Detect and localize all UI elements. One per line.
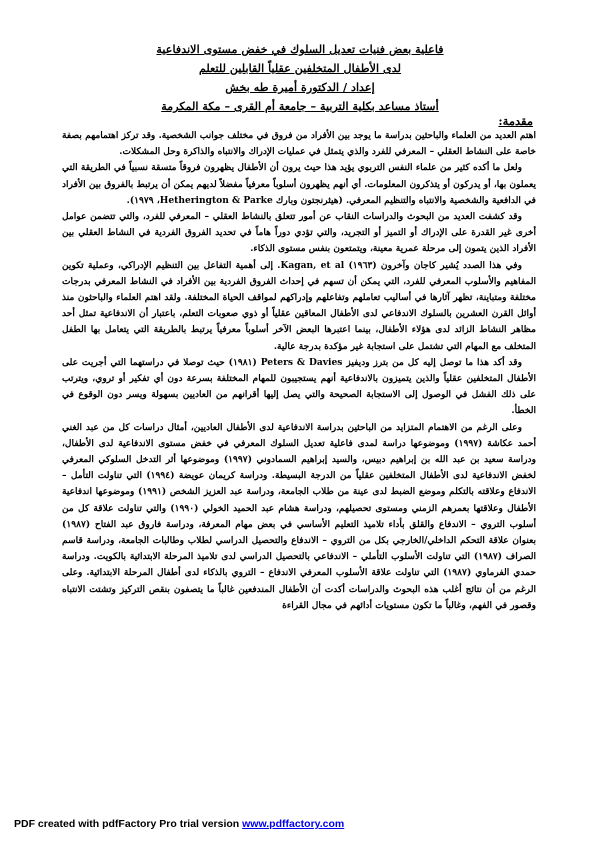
paragraph: وعلى الرغم من الاهتمام المتزايد من الباحثين بدراسة الاندفاعية لدى الأطفال العاديين، أمثال دراسات كل من عبد الغني أحمد عكاشة (١٩٩٧) وموضوعها دراسة لمدى فاعلية تعديل السلوك المعرفي في خفض مستوى الاندفاعية لدى الأطفال، ودراسة سعيد بن عبد الله بن إبراهيم دبيس، والسيد إبراهيم السمادوني (١٩٩٧) وموضوعها أثر التدخل السلوكي المعرفي لخفض الاندفاعية لدى الأطفال المتخلفين عقلياً من الدرجة البسيطة. ودراسة كريمان عويضة (١٩٩٤) التي تناولت التأمل – الاندفاع وعلاقته بالتكلم وموضع الضبط لدى عينة من طلاب الجامعة، ودراسة عبد العزيز الشخص (١٩٩١) وموضوعها اندفاعية الأطفال وعلاقتها بعمرهم الزمني ومستوى تحصيلهم، ودراسة هشام عبد الحميد الخولي (١٩٩٠) والتي تناولت علاقة كل من أسلوب التروي – الاندفاع والقلق بأداء تلاميذ التعليم الأساسي في بعض مهام المعرفة، ودراسة فاروق عبد الفتاح (١٩٨٧) بعنوان علاقة التحكم الداخلي/الخارجي بكل من التروي – الاندفاع والتحصيل الدراسي لطلاب وطالبات الجامعة، ودراسة قاسم الصراف (١٩٨٧) التي تناولت الأسلوب التأملي – الاندفاعي بالتحصيل الدراسي لدى تلاميذ المرحلة الابتدائية بالكويت. ودراسة حمدي الفرماوي (١٩٨٧) التي تناولت علاقة الأسلوب المعرفي الاندفاع – التروي بالذكاء لدى أطفال المرحلة الابتدائية. وعلى الرغم من أن نتائج أغلب هذه البحوث والدراسات أكدت أن الأطفال المندفعين غالباً ما يتصفون بنقص التركيز وتشتت الانتباه وقصور في الفهم، وغالباً ما تكون مستويات أدائهم في مجال القراءة	[62, 421, 537, 611]
document-header	[60, 40, 540, 116]
title-line-2: لدى الأطفال المتخلفين عقلياً القابلين للتعلم	[198, 61, 402, 75]
footer-text: PDF created with pdfFactory Pro trial version	[14, 818, 243, 830]
title-line-1: فاعلية بعض فنيات تعديل السلوك في خفض مستوى الاندفاعية	[156, 42, 444, 56]
paragraph: اهتم العديد من العلماء والباحثين بدراسة ما يوجد بين الأفراد من فروق في مختلف جوانب الشخصية. وقد تركز اهتمامهم بصفة خاصة على النشاط العقلي – المعرفي للفرد والذي يتمثل في عمليات الإدراك والانتباه والذاكرة وحل المشكلات.	[62, 130, 536, 158]
pdf-footer	[14, 818, 344, 830]
affiliation-line: أستاذ مساعد بكلية التربية – جامعة أم القرى – مكة المكرمة	[161, 99, 439, 113]
paragraph: وفي هذا الصدد يُشير كاجان وآخرون (١٩٦٣) Kagan, et al. إلى أهمية التفاعل بين التنظيم الإدراكي، وعملية تكوين المفاهيم والأسلوب المعرفي للفرد، التي يمكن أن تسهم في إحداث الفروق الفردية بين الأفراد في النشاط المعرفي بدرجات مختلفة ومتباينة، تظهر آثارها في أساليب تعاملهم وتفاعلهم وإدراكهم لمواقف الحياة المختلفة. ولقد اهتم العلماء والباحثون منذ أوائل القرن العشرين بالسلوك الاندفاعي لدى الأطفال المعاقين عقلياً أو ذوي صعوبات التعلم، باعتبار أن الاندفاعية تمثل أحد مظاهر النشاط الزائد لدى هؤلاء الأطفال، بينما اعتبرها البعض الآخر أسلوباً معرفياً يرتبط بالطريقة التي يتعامل بها الطفل المتخلف مع المهام التي تشتمل على استجابة غير مؤكدة بدرجة عالية.	[62, 259, 536, 352]
section-heading-introduction: مقدمة:	[498, 114, 533, 128]
paragraph: ولعل ما أكده كثير من علماء النفس التربوي يؤيد هذا حيث يرون أن الأطفال يظهرون فروقاً متسقة نسبياً في الطريقة التي يعملون بها، أو يدركون أو يتذكرون المعلومات. أي أنهم يظهرون أسلوباً معرفياً مفضلاً لديهم يمكن أن يرتبط بالفروق بين الأفراد في الدافعية والشخصية والانتباه والتنظيم المعرفي. (هيثرنجتون وبارك Hetherington & Parke، ١٩٧٩).	[62, 162, 536, 206]
body-text	[62, 128, 536, 614]
paragraph: وقد كشفت العديد من البحوث والدراسات النقاب عن أمور تتعلق بالنشاط العقلي – المعرفي للفرد، والتي تتضمن عوامل أخرى غير القدرة على الإدراك أو التميز أو التجريد، والتي تؤدي دوراً هاماً في تحديد الفروق الفردية في النشاط العقلي بين الأفراد الذين يتمون إلى مرحلة عمرية معينة، ويتمتعون بنفس مستوى الذكاء.	[62, 211, 536, 255]
paragraph: وقد أكد هذا ما توصل إليه كل من بترز وديفيز Peters & Davies (١٩٨١) حيث توصلا في دراستهما التي أجريت على الأطفال المتخلفين عقلياً والذين يتميزون بالاندفاعية أنهم يستجيبون للمهام المختلفة بسرعة دون أي تفكير أو تروي، ويترتب على ذلك الفشل في الوصول إلى الاستجابة الصحيحة والتي يصل إليها أقرانهم من العاديين بسهولة ويسر دون الوقوع في الخطأ.	[62, 356, 536, 417]
footer-link[interactable]: www.pdffactory.com	[242, 818, 345, 830]
author-line: إعداد / الدكتورة أميرة طه بخش	[225, 80, 375, 94]
